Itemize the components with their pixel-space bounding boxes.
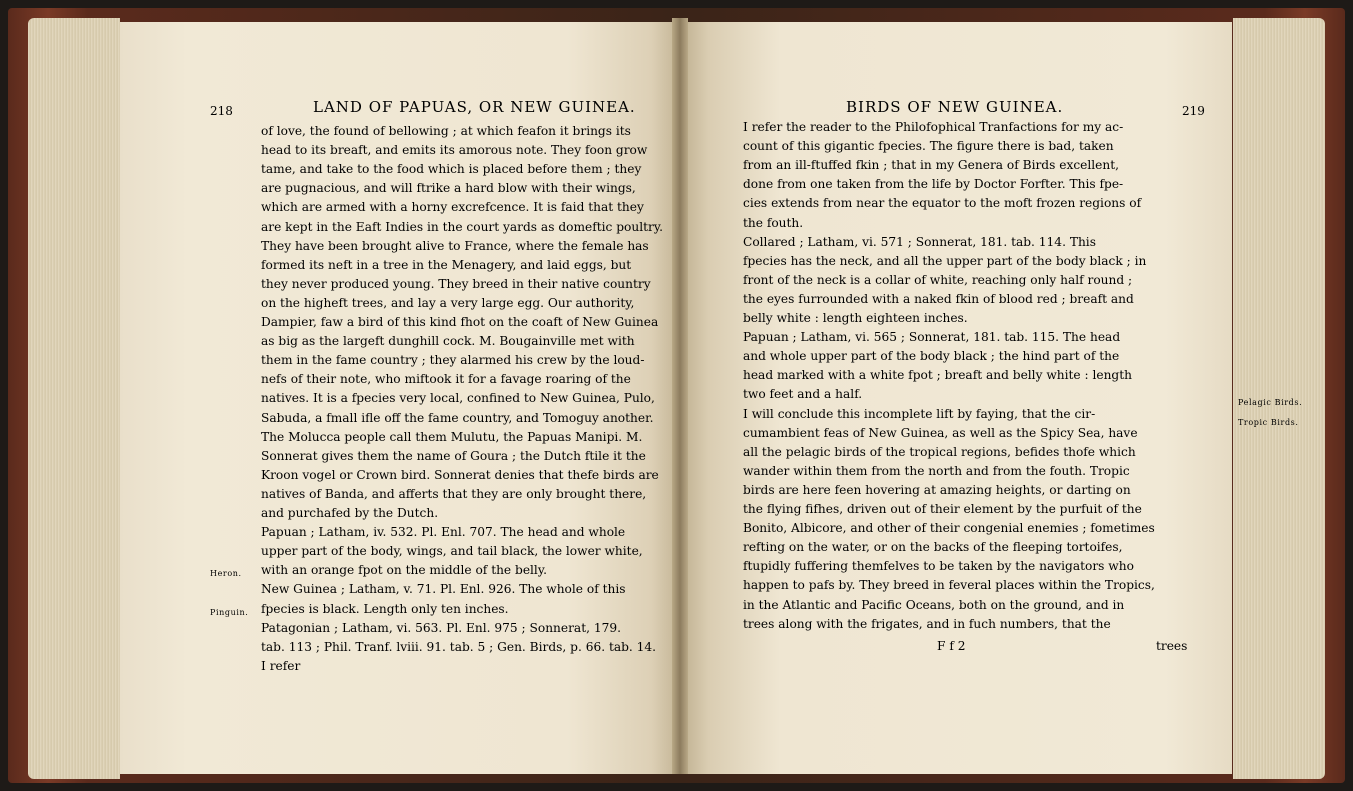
text-line: the flying fifhes, driven out of their element by the purfuit of the — [743, 502, 1142, 516]
text-line: are kept in the Eaft Indies in the court yards as domeftic poultry. — [261, 219, 663, 234]
text-line: are pugnacious, and will ftrike a hard blow with their wings, — [261, 181, 636, 196]
text-line: fpecies is black. Length only ten inches. — [261, 601, 509, 616]
text-line: and purchafed by the Dutch. — [261, 506, 439, 520]
text-line: Papuan ; Latham, iv. 532. Pl. Enl. 707. The head and whole — [261, 525, 626, 540]
text-line: natives. It is a fpecies very local, confined to New Guinea, Pulo, — [261, 391, 655, 406]
text-line: trees along with the frigates, and in fuch numbers, that the — [743, 616, 1111, 631]
text-line: formed its neft in a tree in the Menagery, and laid eggs, but — [261, 257, 632, 272]
text-line: Sonnerat gives them the name of Goura ; the Dutch ftile it the — [261, 448, 646, 463]
right-running-head: BIRDS OF NEW GUINEA. — [846, 98, 1064, 116]
text-line: happen to pafs by. They breed in feveral places within the Tropics, — [743, 578, 1155, 593]
text-line: The Molucca people call them Mulutu, the Papuas Manipi. M. — [261, 429, 643, 444]
text-line: I refer the reader to the Philofophical Tranfactions for my ac- — [743, 120, 1124, 134]
text-line: cies extends from near the equator to the moft frozen regions of — [743, 196, 1142, 211]
text-line: from an ill-ftuffed fkin ; that in my Genera of Birds excellent, — [743, 158, 1119, 173]
text-line: and whole upper part of the body black ; the hind part of the — [743, 349, 1120, 364]
left-running-head: LAND OF PAPUAS, OR NEW GUINEA. — [313, 98, 636, 116]
margin-note-tropic-birds: Tropic Birds. — [1238, 418, 1299, 427]
text-line: front of the neck is a collar of white, reaching only half round ; — [743, 272, 1133, 287]
text-line: head marked with a white fpot ; breaft and belly white : length — [743, 368, 1132, 383]
text-line: wander within them from the north and from the fouth. Tropic — [743, 463, 1130, 478]
text-line: with an orange fpot on the middle of the belly. — [261, 563, 547, 578]
text-line: of love, the found of bellowing ; at which feafon it brings its — [261, 124, 631, 138]
text-line: birds are here feen hovering at amazing heights, or darting on — [743, 482, 1131, 497]
text-line: they never produced young. They breed in their native country — [261, 276, 651, 291]
text-line: tame, and take to the food which is placed before them ; they — [261, 162, 642, 177]
book-gutter — [672, 18, 688, 774]
text-line: Kroon vogel or Crown bird. Sonnerat denies that thefe birds are — [261, 467, 659, 482]
text-line: two feet and a half. — [743, 387, 863, 402]
text-line: belly white : length eighteen inches. — [743, 311, 968, 325]
text-line: the eyes furrounded with a naked fkin of blood red ; breaft and — [743, 291, 1134, 306]
text-line: Patagonian ; Latham, vi. 563. Pl. Enl. 975 ; Sonnerat, 179. — [261, 620, 621, 635]
text-line: upper part of the body, wings, and tail black, the lower white, — [261, 544, 643, 559]
text-line: Bonito, Albicore, and other of their congenial enemies ; fometimes — [743, 521, 1155, 536]
text-line: Papuan ; Latham, vi. 565 ; Sonnerat, 181. tab. 115. The head — [743, 330, 1121, 345]
text-line: on the higheft trees, and lay a very large egg. Our authority, — [261, 295, 635, 310]
text-line: Sabuda, a fmall ifle off the fame country, and Tomoguy another. — [261, 410, 654, 425]
text-line: I will conclude this incomplete lift by faying, that the cir- — [743, 406, 1096, 421]
catchword: trees — [1156, 639, 1188, 653]
text-line: which are armed with a horny excrefcence. It is faid that they — [261, 200, 644, 215]
text-line: nefs of their note, who miftook it for a favage roaring of the — [261, 372, 631, 387]
text-line: them in the fame country ; they alarmed his crew by the loud- — [261, 353, 645, 368]
text-line: refting on the water, or on the backs of the fleeping tortoifes, — [743, 540, 1123, 555]
margin-note-pelagic-birds: Pelagic Birds. — [1238, 398, 1303, 407]
text-line: Collared ; Latham, vi. 571 ; Sonnerat, 181. tab. 114. This — [743, 234, 1096, 249]
text-line: all the pelagic birds of the tropical regions, befides thofe which — [743, 444, 1136, 459]
signature-mark: F f 2 — [937, 639, 966, 653]
left-page-number: 218 — [210, 104, 233, 118]
text-line: count of this gigantic fpecies. The figure there is bad, taken — [743, 139, 1114, 154]
text-line: the fouth. — [743, 215, 804, 230]
text-line: head to its breaft, and emits its amorous note. They foon grow — [261, 143, 648, 158]
text-line: in the Atlantic and Pacific Oceans, both on the ground, and in — [743, 597, 1125, 612]
text-line: New Guinea ; Latham, v. 71. Pl. Enl. 926. The whole of this — [261, 582, 626, 597]
text-line: as big as the largeft dunghill cock. M. Bougainville met with — [261, 334, 635, 349]
left-page-edges — [28, 18, 120, 779]
margin-note-pinguin: Pinguin. — [210, 608, 249, 617]
text-line: They have been brought alive to France, where the female has — [261, 238, 649, 253]
text-line: done from one taken from the life by Doctor Forfter. This fpe- — [743, 177, 1124, 192]
text-line: tab. 113 ; Phil. Tranf. lviii. 91. tab. 5 ; Gen. Birds, p. 66. tab. 14. — [261, 639, 657, 654]
right-page-number: 219 — [1182, 104, 1205, 118]
text-line: Dampier, faw a bird of this kind fhot on the coaft of New Guinea — [261, 315, 659, 329]
text-line: cumambient feas of New Guinea, as well as the Spicy Sea, have — [743, 425, 1138, 440]
text-line: fpecies has the neck, and all the upper part of the body black ; in — [743, 253, 1147, 268]
margin-note-heron: Heron. — [210, 569, 242, 578]
text-line: natives of Banda, and afferts that they are only brought there, — [261, 486, 647, 501]
text-line: ftupidly fuffering themfelves to be taken by the navigators who — [743, 559, 1134, 574]
text-line: I refer — [261, 658, 301, 673]
